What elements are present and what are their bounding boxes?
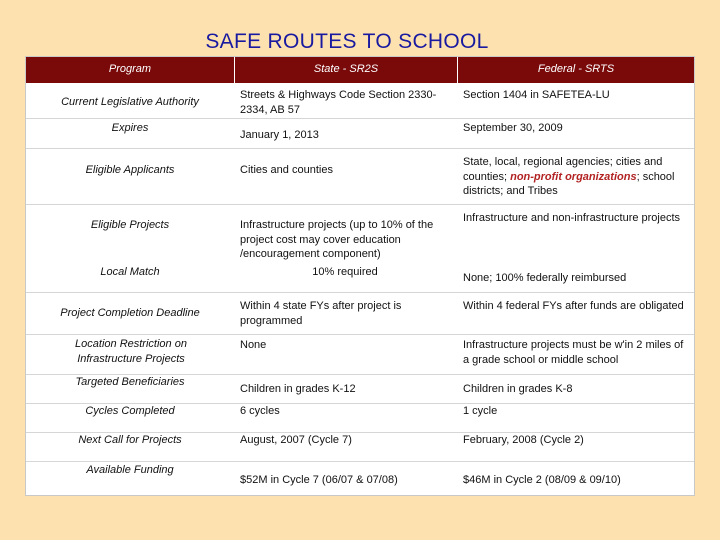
- table-row: [26, 83, 694, 119]
- federal-text: State, local, regional agencies; cities and counties;: [463, 156, 663, 183]
- table-row: [26, 404, 694, 433]
- header-state: State - SR2S: [313, 63, 379, 75]
- row-label: Current Legislative Authority: [61, 96, 199, 108]
- state-value: Streets & Highways Code Section 2330-2334, AB 57: [240, 89, 437, 116]
- header-program: Program: [108, 63, 152, 75]
- federal-value: September 30, 2009: [463, 122, 563, 134]
- federal-value: None; 100% federally reimbursed: [463, 272, 627, 284]
- header-federal: Federal - SRTS: [537, 63, 615, 75]
- state-value: January 1, 2013: [240, 129, 319, 141]
- row-label: Location Restriction on Infrastructure Projects: [75, 338, 187, 365]
- state-value: $52M in Cycle 7 (06/07 & 07/08): [240, 474, 398, 486]
- table-row: [26, 119, 694, 149]
- federal-value: $46M in Cycle 2 (08/09 & 09/10): [463, 474, 621, 486]
- table-row: [26, 375, 694, 404]
- federal-text: ; school districts; and Tribes: [463, 170, 675, 197]
- table-header: [26, 57, 694, 84]
- row-label: Next Call for Projects: [78, 434, 182, 446]
- federal-value: [463, 155, 689, 199]
- row-label: Eligible Projects: [90, 219, 170, 231]
- row-label: Local Match: [100, 266, 160, 278]
- state-value: Within 4 state FYs after project is programmed: [240, 300, 402, 327]
- federal-value: Section 1404 in SAFETEA-LU: [463, 89, 610, 101]
- page-title: SAFE ROUTES TO SCHOOL: [205, 30, 489, 53]
- state-value: Children in grades K-12: [240, 383, 356, 395]
- table-row: [26, 462, 694, 495]
- table-row: [26, 149, 694, 205]
- state-value: None: [240, 339, 267, 351]
- state-value: Cities and counties: [240, 164, 333, 176]
- state-value: Infrastructure projects (up to 10% of the project cost may cover education /encouragement component): [240, 219, 434, 260]
- row-label: Eligible Applicants: [85, 164, 175, 176]
- state-value: 6 cycles: [240, 405, 280, 417]
- table-row: [26, 335, 694, 375]
- row-label: Targeted Beneficiaries: [75, 376, 185, 388]
- row-label: Cycles Completed: [85, 405, 175, 417]
- comparison-table: [25, 56, 695, 496]
- row-label: Available Funding: [86, 464, 174, 476]
- row-label: Expires: [111, 122, 149, 134]
- row-label: Project Completion Deadline: [60, 307, 200, 319]
- table-row: [26, 433, 694, 462]
- federal-value: February, 2008 (Cycle 2): [463, 434, 584, 446]
- table-row: [26, 293, 694, 335]
- highlight-text: non-profit organizations: [510, 170, 637, 183]
- federal-value: Infrastructure projects must be w'in 2 miles of a grade school or middle school: [463, 339, 684, 366]
- federal-value: Infrastructure and non-infrastructure projects: [463, 212, 681, 224]
- state-value: August, 2007 (Cycle 7): [240, 434, 352, 446]
- state-value: 10% required: [312, 266, 378, 278]
- federal-value: Children in grades K-8: [463, 383, 573, 395]
- table-row: [26, 205, 694, 293]
- federal-value: Within 4 federal FYs after funds are obligated: [463, 300, 684, 312]
- federal-value: 1 cycle: [463, 405, 498, 417]
